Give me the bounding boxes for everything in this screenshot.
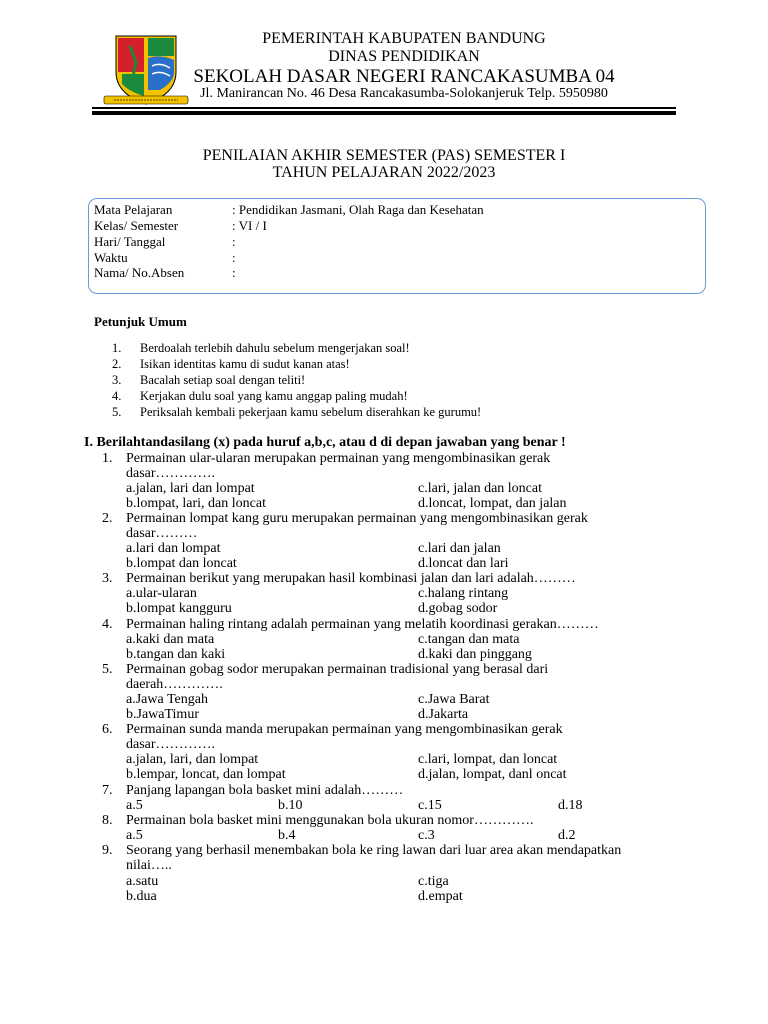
- exam-title: PENILAIAN AKHIR SEMESTER (PAS) SEMESTER I: [202, 147, 566, 164]
- question-number: 4.: [102, 617, 113, 632]
- option-d: d.loncat dan lari: [418, 556, 509, 571]
- question-text: nilai…..: [126, 858, 172, 873]
- option-a: a.satu: [126, 874, 159, 889]
- header-divider-thin: [92, 107, 676, 109]
- option-c: c.lari, lompat, dan loncat: [418, 752, 558, 767]
- question-text: Permainan sunda manda merupakan permainan yang mengombinasikan gerak: [126, 722, 563, 737]
- option-c: c.halang rintang: [418, 586, 509, 601]
- header-divider-thick: [92, 111, 676, 115]
- question-number: 8.: [102, 813, 113, 828]
- question-text: Permainan bola basket mini menggunakan bola ukuran nomor………….: [126, 813, 534, 828]
- option-c: c.lari dan jalan: [418, 541, 501, 556]
- section-heading: I. Berilahtandasilang (x) pada huruf a,b,c, atau d di depan jawaban yang benar !: [84, 435, 566, 450]
- option-a: a.ular-ularan: [126, 586, 197, 601]
- question-number: 2.: [102, 511, 113, 526]
- option-b: b.lempar, loncat, dan lompat: [126, 767, 286, 782]
- option-b: b.lompat, lari, dan loncat: [126, 496, 266, 511]
- option-a: a.jalan, lari dan lompat: [126, 481, 255, 496]
- instruction-text: Isikan identitas kamu di sudut kanan atas!: [140, 357, 350, 371]
- identity-value: : Pendidikan Jasmani, Olah Raga dan Kesehatan: [232, 202, 484, 217]
- option-b: b.lompat dan loncat: [126, 556, 237, 571]
- option-c: c.Jawa Barat: [418, 692, 490, 707]
- identity-value: :: [232, 234, 236, 249]
- question-number: 6.: [102, 722, 113, 737]
- question-text: Seorang yang berhasil menembakan bola ke ring lawan dari luar area akan mendapatkan: [126, 843, 622, 858]
- exam-year: TAHUN PELAJARAN 2022/2023: [272, 164, 496, 181]
- option-d: d.18: [558, 798, 583, 813]
- instruction-text: Kerjakan dulu soal yang kamu anggap paling mudah!: [140, 389, 408, 403]
- instruction-number: 5.: [112, 405, 122, 419]
- question-text: Permainan gobag sodor merupakan permainan tradisional yang berasal dari: [126, 662, 549, 677]
- instructions-heading: Petunjuk Umum: [94, 314, 187, 329]
- option-d: d.loncat, lompat, dan jalan: [418, 496, 567, 511]
- option-c: c.lari, jalan dan loncat: [418, 481, 542, 496]
- question-text: daerah………….: [126, 677, 223, 692]
- question-text: dasar………….: [126, 466, 216, 481]
- instruction-number: 3.: [112, 373, 122, 387]
- question-text: Permainan ular-ularan merupakan permainan yang mengombinasikan gerak: [126, 451, 551, 466]
- instruction-text: Bacalah setiap soal dengan teliti!: [140, 373, 306, 387]
- question-text: dasar………: [126, 526, 198, 541]
- option-d: d.jalan, lompat, danl oncat: [418, 767, 567, 782]
- option-c: c.3: [418, 828, 435, 843]
- option-b: b.4: [278, 828, 296, 843]
- identity-label: Kelas/ Semester: [94, 218, 179, 233]
- identity-label: Waktu: [94, 250, 128, 265]
- question-number: 3.: [102, 571, 113, 586]
- instruction-number: 2.: [112, 357, 122, 371]
- header-school-name: SEKOLAH DASAR NEGERI RANCAKASUMBA 04: [193, 66, 615, 87]
- option-c: c.tangan dan mata: [418, 632, 520, 647]
- identity-value: :: [232, 250, 236, 265]
- option-d: d.gobag sodor: [418, 601, 498, 616]
- option-a: a.jalan, lari, dan lompat: [126, 752, 259, 767]
- question-text: Permainan lompat kang guru merupakan permainan yang mengombinasikan gerak: [126, 511, 588, 526]
- instruction-text: Periksalah kembali pekerjaan kamu sebelum diserahkan ke gurumu!: [140, 405, 482, 419]
- option-a: a.5: [126, 828, 143, 843]
- question-number: 9.: [102, 843, 113, 858]
- identity-value: : VI / I: [232, 218, 267, 233]
- question-number: 7.: [102, 783, 113, 798]
- option-a: a.kaki dan mata: [126, 632, 215, 647]
- option-d: d.Jakarta: [418, 707, 469, 722]
- option-a: a.lari dan lompat: [126, 541, 221, 556]
- option-b: b.tangan dan kaki: [126, 647, 226, 662]
- option-d: d.kaki dan pinggang: [418, 647, 532, 662]
- header-government: PEMERINTAH KABUPATEN BANDUNG: [262, 30, 546, 47]
- question-text: Permainan berikut yang merupakan hasil kombinasi jalan dan lari adalah………: [126, 571, 576, 586]
- instruction-text: Berdoalah terlebih dahulu sebelum mengerjakan soal!: [140, 341, 410, 355]
- identity-label: Hari/ Tanggal: [94, 234, 166, 249]
- header-address: Jl. Manirancan No. 46 Desa Rancakasumba-Solokanjeruk Telp. 5950980: [200, 86, 608, 101]
- header-department: DINAS PENDIDIKAN: [328, 48, 480, 65]
- option-b: b.10: [278, 798, 303, 813]
- option-c: c.tiga: [418, 874, 449, 889]
- option-d: d.empat: [418, 889, 463, 904]
- question-text: Panjang lapangan bola basket mini adalah………: [126, 783, 404, 798]
- instruction-number: 4.: [112, 389, 122, 403]
- option-a: a.Jawa Tengah: [126, 692, 208, 707]
- question-text: dasar………….: [126, 737, 216, 752]
- option-c: c.15: [418, 798, 442, 813]
- question-number: 5.: [102, 662, 113, 677]
- instruction-number: 1.: [112, 341, 122, 355]
- question-number: 1.: [102, 451, 113, 466]
- option-b: b.dua: [126, 889, 157, 904]
- identity-label: Mata Pelajaran: [94, 202, 173, 217]
- option-d: d.2: [558, 828, 576, 843]
- option-b: b.JawaTimur: [126, 707, 199, 722]
- question-text: Permainan haling rintang adalah permainan yang melatih koordinasi gerakan………: [126, 617, 599, 632]
- option-b: b.lompat kangguru: [126, 601, 232, 616]
- option-a: a.5: [126, 798, 143, 813]
- identity-label: Nama/ No.Absen: [94, 265, 185, 280]
- identity-value: :: [232, 265, 236, 280]
